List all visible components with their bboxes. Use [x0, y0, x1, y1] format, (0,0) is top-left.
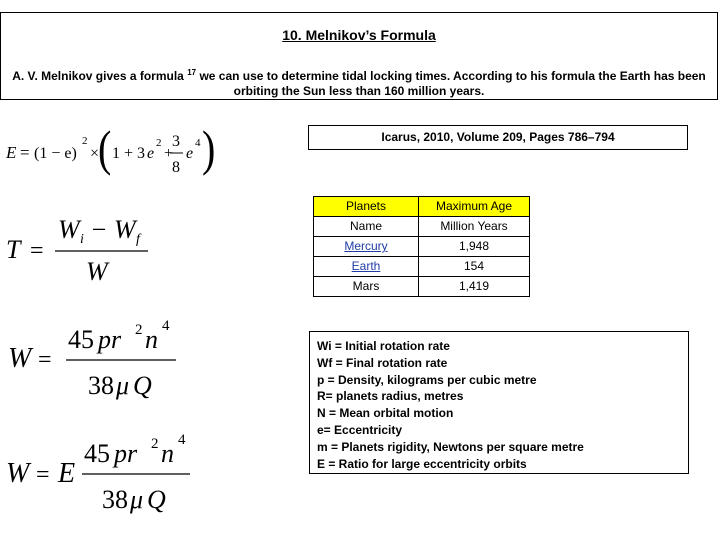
f1-times: ×: [90, 145, 100, 162]
f3-exp2: 2: [135, 322, 143, 338]
reference-box: Icarus, 2010, Volume 209, Pages 786–794: [308, 125, 688, 150]
f2-W: W: [58, 215, 80, 244]
f1-fraction-den: 8: [172, 159, 180, 176]
f4-45: 45: [84, 439, 110, 468]
f3-45: 45: [68, 325, 94, 354]
table-row: [314, 257, 530, 277]
f1-e4-exponent: 4: [195, 137, 201, 149]
formulas: [0, 110, 300, 530]
age-cell: 154: [419, 257, 530, 277]
eccentricity-formula: [5, 121, 215, 176]
age-cell: 1,419: [419, 277, 530, 297]
f3-exp4: 4: [162, 318, 170, 334]
f4-n: n: [161, 439, 174, 468]
f4-Q: Q: [147, 485, 166, 514]
planet-name-cell: Mars: [314, 277, 419, 297]
table-header-row: [314, 197, 530, 217]
legend-item: e= Eccentricity: [317, 422, 403, 437]
f4-equals: =: [36, 462, 50, 488]
f1-fraction-num: 3: [172, 133, 180, 150]
citation-superscript: 17: [187, 68, 197, 77]
f2-equals: =: [30, 238, 44, 264]
table-header-row: [314, 217, 530, 237]
earth-link[interactable]: Earth: [351, 259, 381, 273]
f1-e-exponent: 2: [156, 137, 162, 149]
f4-pr: pr: [114, 439, 138, 468]
intro-text-end: we can use to determine tidal locking times. According to his formula the Earth has been orbiting the Sun less than 160 million years.: [199, 69, 706, 98]
f2-subscript-i: i: [80, 232, 84, 247]
planet-age-table: [313, 196, 530, 297]
f3-Q: Q: [133, 371, 152, 400]
f2-T: T: [6, 235, 21, 264]
legend-item: Wi = Initial rotation rate: [317, 339, 450, 353]
f2-denominator: W: [86, 257, 108, 286]
legend-item: E = Ratio for large eccentricity orbits: [317, 456, 527, 471]
f4-38: 38: [102, 485, 128, 514]
intro-text: [11, 65, 707, 99]
legend-box: [309, 331, 689, 474]
title-box: [0, 12, 718, 100]
intro-text-start: A. V. Melnikov gives a formula: [12, 69, 184, 83]
legend-item: N = Mean orbital motion: [317, 406, 454, 421]
f1-exponent: 2: [82, 135, 88, 147]
f4-W: W: [6, 458, 30, 489]
f3-W: W: [8, 343, 32, 374]
slide-title: 10. Melnikov’s Formula: [282, 27, 436, 43]
f1-one-plus-three: 1 + 3: [112, 145, 146, 162]
f1-E: E: [6, 143, 17, 162]
planet-name-cell: [314, 257, 419, 277]
w-eccentric-formula: [6, 432, 190, 514]
age-cell: 1,948: [419, 237, 530, 257]
header-cell: Maximum Age: [419, 197, 530, 217]
legend-item: p = Density, kilograms per cubic metre: [317, 372, 537, 387]
planet-name-cell: [314, 237, 419, 257]
f3-pr: pr: [98, 325, 122, 354]
legend-item: R= planets radius, metres: [317, 389, 464, 404]
table-row: [314, 277, 530, 297]
f4-mu: μ: [130, 485, 144, 514]
f2-minus-W: − W: [90, 215, 136, 244]
header-cell: Name: [314, 217, 419, 237]
time-formula: [6, 215, 148, 286]
f1-plus: +: [164, 145, 174, 162]
header-cell: Planets: [314, 197, 419, 217]
f1-right-paren: ): [202, 120, 216, 177]
f3-equals: =: [38, 347, 52, 373]
f3-n: n: [145, 325, 158, 354]
f1-e: e: [147, 145, 155, 162]
f2-subscript-f: f: [136, 232, 140, 247]
f3-38: 38: [88, 371, 114, 400]
table-row: [314, 237, 530, 257]
legend-item: m = Planets rigidity, Newtons per square metre: [317, 439, 584, 454]
header-cell: Million Years: [419, 217, 530, 237]
f1-one-minus-e: (1 − e): [34, 145, 77, 162]
mercury-link[interactable]: Mercury: [344, 239, 388, 253]
f1-equals: =: [20, 143, 30, 162]
f1-e4: e: [186, 145, 194, 162]
f4-exp2: 2: [151, 436, 159, 452]
w-formula: [8, 318, 176, 400]
f3-mu: μ: [116, 371, 130, 400]
legend-item: Wf = Final rotation rate: [317, 355, 448, 370]
f1-left-paren: (: [98, 120, 112, 177]
f4-exp4: 4: [178, 432, 186, 448]
f4-E: E: [58, 458, 76, 489]
